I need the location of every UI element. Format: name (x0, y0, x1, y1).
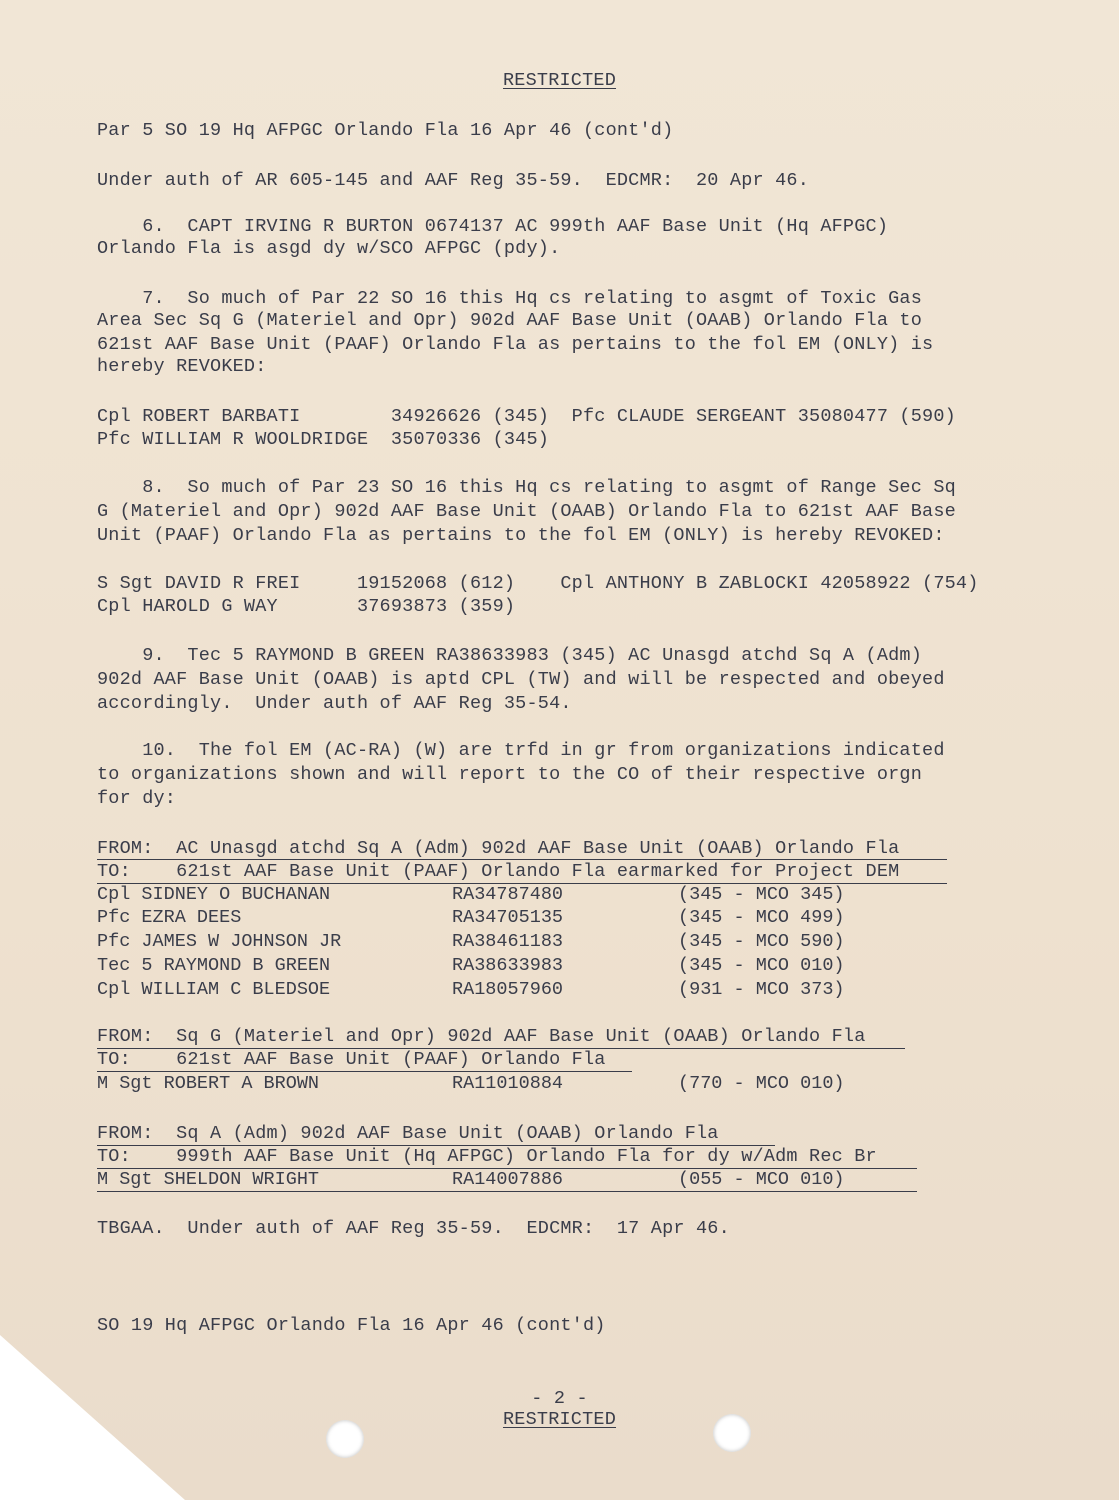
transfer-1-row-5-code: (931 - MCO 373) (678, 979, 845, 1000)
para6-line-2: Orlando Fla is asgd dy w/SCO AFPGC (pdy). (97, 238, 561, 259)
transfer-1-row-5-name: Cpl WILLIAM C BLEDSOE (97, 979, 331, 1000)
transfer-3-to: TO: 999th AAF Base Unit (Hq AFPGC) Orlando Fla for dy w/Adm Rec Br (97, 1146, 877, 1167)
transfer-1-row-1-serial: RA34787480 (452, 884, 564, 905)
para6-line-1: 6. CAPT IRVING R BURTON 0674137 AC 999th AAF Base Unit (Hq AFPGC) (97, 216, 889, 237)
para7-line-3: 621st AAF Base Unit (PAAF) Orlando Fla as pertains to the fol EM (ONLY) is (97, 334, 934, 355)
transfer-1-row-2-serial: RA34705135 (452, 907, 564, 928)
para7-line-4: hereby REVOKED: (97, 356, 267, 377)
transfer-1-row-1-name: Cpl SIDNEY O BUCHANAN (97, 884, 331, 905)
transfer-3-row-1-serial: RA14007886 (452, 1169, 564, 1190)
transfer-1-row-4-name: Tec 5 RAYMOND B GREEN (97, 955, 331, 976)
transfer-2-to: TO: 621st AAF Base Unit (PAAF) Orlando Fla (97, 1049, 606, 1070)
transfer-1-row-4-code: (345 - MCO 010) (678, 955, 845, 976)
folded-corner (0, 1335, 185, 1500)
classification-header: RESTRICTED (502, 70, 617, 91)
punch-hole-left (326, 1420, 364, 1458)
para8-line-1: 8. So much of Par 23 SO 16 this Hq cs relating to asgmt of Range Sec Sq (97, 477, 956, 498)
transfer-1-from: FROM: AC Unasgd atchd Sq A (Adm) 902d AAF Base Unit (OAAB) Orlando Fla (97, 838, 900, 859)
intro-line-2: Under auth of AR 605-145 and AAF Reg 35-59. EDCMR: 20 Apr 46. (97, 170, 810, 191)
transfer-2-row-1-name: M Sgt ROBERT A BROWN (97, 1073, 320, 1094)
para10-line-3: for dy: (97, 788, 177, 809)
para7-em-line-1: Cpl ROBERT BARBATI 34926626 (345) Pfc CLAUDE SERGEANT 35080477 (590) (97, 406, 956, 427)
para8-line-2: G (Materiel and Opr) 902d AAF Base Unit (OAAB) Orlando Fla to 621st AAF Base (97, 501, 956, 522)
para9-line-3: accordingly. Under auth of AAF Reg 35-54. (97, 693, 572, 714)
punch-hole-right (713, 1414, 751, 1452)
para9-line-2: 902d AAF Base Unit (OAAB) is aptd CPL (TW) and will be respected and obeyed (97, 669, 945, 690)
transfer-1-row-2-name: Pfc EZRA DEES (97, 907, 242, 928)
transfer-1-row-5-serial: RA18057960 (452, 979, 564, 1000)
para10-line-2: to organizations shown and will report to the CO of their respective orgn (97, 764, 923, 785)
transfer-2-row-1-code: (770 - MCO 010) (678, 1073, 845, 1094)
transfer-2-row-1-serial: RA11010884 (452, 1073, 564, 1094)
para8-em-line-1: S Sgt DAVID R FREI 19152068 (612) Cpl ANTHONY B ZABLOCKI 42058922 (754) (97, 573, 979, 594)
para8-em-line-2: Cpl HAROLD G WAY 37693873 (359) (97, 596, 516, 617)
transfer-1-row-3-name: Pfc JAMES W JOHNSON JR (97, 931, 342, 952)
transfer-3-row-1-code: (055 - MCO 010) (678, 1169, 845, 1190)
transfer-1-row-3-code: (345 - MCO 590) (678, 931, 845, 952)
transfer-1-row-3-serial: RA38461183 (452, 931, 564, 952)
transfer-2-from: FROM: Sq G (Materiel and Opr) 902d AAF Base Unit (OAAB) Orlando Fla (97, 1026, 866, 1047)
transfer-1-from-rule (97, 859, 947, 860)
transfer-3-from: FROM: Sq A (Adm) 902d AAF Base Unit (OAAB) Orlando Fla (97, 1123, 719, 1144)
closing-line: TBGAA. Under auth of AAF Reg 35-59. EDCMR: 17 Apr 46. (97, 1218, 730, 1239)
transfer-1-to: TO: 621st AAF Base Unit (PAAF) Orlando Fla earmarked for Project DEM (97, 861, 900, 882)
transfer-1-row-1-code: (345 - MCO 345) (678, 884, 845, 905)
transfer-3-row-1-name: M Sgt SHELDON WRIGHT (97, 1169, 320, 1190)
transfer-1-row-4-serial: RA38633983 (452, 955, 564, 976)
footer-continued: SO 19 Hq AFPGC Orlando Fla 16 Apr 46 (cont'd) (97, 1315, 606, 1336)
transfer-1-row-2-code: (345 - MCO 499) (678, 907, 845, 928)
para9-line-1: 9. Tec 5 RAYMOND B GREEN RA38633983 (345) AC Unasgd atchd Sq A (Adm) (97, 645, 923, 666)
transfer-3-row-rule (97, 1191, 917, 1192)
transfer-2-to-rule (97, 1071, 632, 1072)
page-number: - 2 - (531, 1388, 588, 1409)
para7-em-line-2: Pfc WILLIAM R WOOLDRIDGE 35070336 (345) (97, 429, 550, 450)
para8-line-3: Unit (PAAF) Orlando Fla as pertains to the fol EM (ONLY) is hereby REVOKED: (97, 525, 945, 546)
para7-line-2: Area Sec Sq G (Materiel and Opr) 902d AAF Base Unit (OAAB) Orlando Fla to (97, 310, 923, 331)
para10-line-1: 10. The fol EM (AC-RA) (W) are trfd in gr from organizations indicated (97, 740, 945, 761)
classification-footer: RESTRICTED (502, 1409, 617, 1430)
intro-line-1: Par 5 SO 19 Hq AFPGC Orlando Fla 16 Apr 46 (cont'd) (97, 120, 674, 141)
para7-line-1: 7. So much of Par 22 SO 16 this Hq cs relating to asgmt of Toxic Gas (97, 288, 923, 309)
